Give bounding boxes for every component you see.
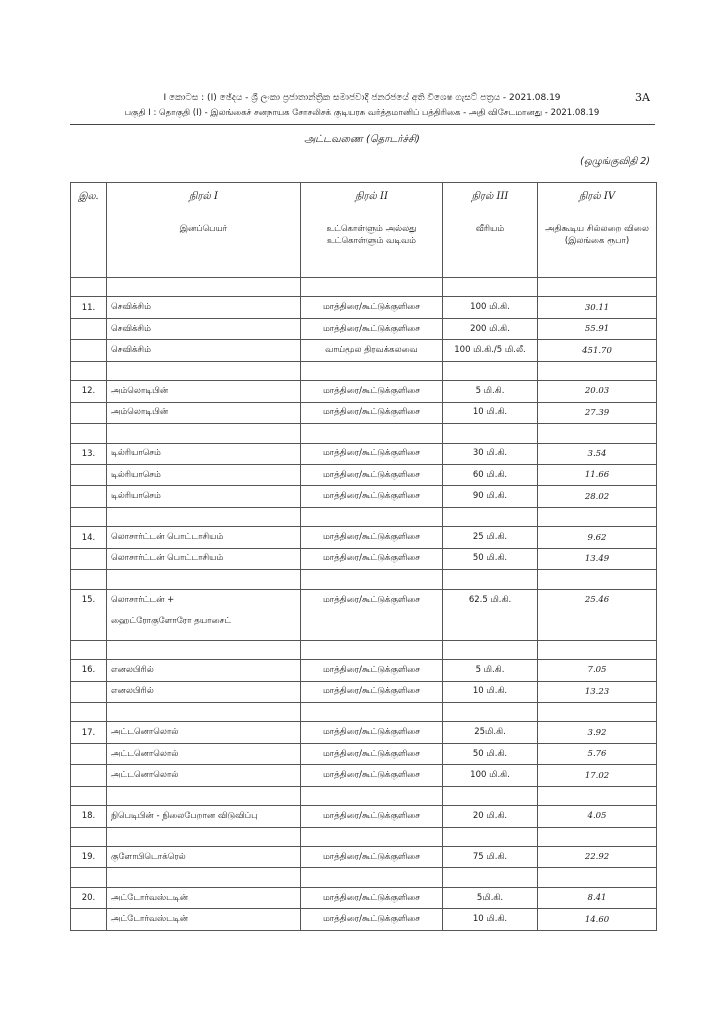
spacer-cell bbox=[443, 640, 538, 659]
max-retail-price-cell: 11.66 bbox=[538, 464, 657, 485]
spacer-cell bbox=[443, 570, 538, 589]
spacer-cell bbox=[443, 361, 538, 380]
dosage-form-cell: மாத்திரை/கூட்டுக்குளிசை bbox=[301, 486, 443, 507]
spacer-cell bbox=[107, 702, 301, 721]
column-3-name: நிரல் III bbox=[471, 191, 509, 202]
strength-cell: 50 மி.கி. bbox=[443, 743, 538, 764]
row-number bbox=[71, 743, 107, 764]
spacer-cell bbox=[538, 361, 657, 380]
spacer-cell bbox=[301, 827, 443, 846]
dosage-form-cell: வாய்மூல திரவக்கலவை bbox=[301, 340, 443, 361]
row-number: 14. bbox=[71, 527, 107, 548]
table-row bbox=[71, 722, 657, 743]
table-row bbox=[71, 402, 657, 423]
table-spacer-row bbox=[71, 424, 657, 443]
spacer-cell bbox=[301, 424, 443, 443]
strength-cell: 5மி.கி. bbox=[443, 887, 538, 908]
max-retail-price-cell: 55.91 bbox=[538, 318, 657, 339]
strength-cell: 100 மி.கி. bbox=[443, 297, 538, 318]
spacer-cell bbox=[301, 786, 443, 805]
spacer-cell bbox=[301, 570, 443, 589]
table-spacer-row bbox=[71, 361, 657, 380]
strength-cell: 20 மி.கி. bbox=[443, 806, 538, 827]
strength-cell: 10 மி.கி. bbox=[443, 402, 538, 423]
table-row bbox=[71, 464, 657, 485]
table-row bbox=[71, 443, 657, 464]
spacer-cell bbox=[107, 570, 301, 589]
generic-name-cell: லொசார்ட்டன் பொட்டாசியம் bbox=[107, 548, 301, 569]
strength-cell: 25 மி.கி. bbox=[443, 527, 538, 548]
spacer-cell bbox=[301, 702, 443, 721]
row-number: 15. bbox=[71, 589, 107, 640]
spacer-cell bbox=[71, 786, 107, 805]
spacer-cell bbox=[301, 640, 443, 659]
spacer-cell bbox=[443, 868, 538, 887]
table-row bbox=[71, 681, 657, 702]
spacer-cell bbox=[71, 640, 107, 659]
max-retail-price-cell: 13.23 bbox=[538, 681, 657, 702]
spacer-cell bbox=[71, 278, 107, 297]
strength-cell: 75 மி.கி. bbox=[443, 847, 538, 868]
header-column-3 bbox=[443, 183, 538, 278]
generic-name-line-1: லொசார்ட்டன் + bbox=[111, 594, 175, 605]
table-spacer-row bbox=[71, 702, 657, 721]
generic-name-cell: அம்லொடிபின் bbox=[107, 381, 301, 402]
spacer-cell bbox=[538, 640, 657, 659]
row-number bbox=[71, 909, 107, 931]
spacer-cell bbox=[538, 570, 657, 589]
max-retail-price-cell: 13.49 bbox=[538, 548, 657, 569]
spacer-cell bbox=[538, 702, 657, 721]
spacer-cell bbox=[301, 361, 443, 380]
strength-cell: 50 மி.கி. bbox=[443, 548, 538, 569]
spacer-cell bbox=[107, 424, 301, 443]
table-spacer-row bbox=[71, 827, 657, 846]
generic-name-cell: அட்டனொலொல் bbox=[107, 743, 301, 764]
spacer-cell bbox=[443, 507, 538, 526]
regulation-note: (ஒழுங்குவிதி 2) bbox=[580, 156, 650, 167]
generic-name-cell: அட்டனொலொல் bbox=[107, 722, 301, 743]
row-number bbox=[71, 318, 107, 339]
table-row bbox=[71, 909, 657, 931]
spacer-cell bbox=[71, 570, 107, 589]
max-retail-price-cell: 14.60 bbox=[538, 909, 657, 931]
table-spacer-row bbox=[71, 640, 657, 659]
generic-name-cell bbox=[107, 589, 301, 640]
dosage-form-cell: மாத்திரை/கூட்டுக்குளிசை bbox=[301, 847, 443, 868]
spacer-cell bbox=[538, 424, 657, 443]
strength-cell: 5 மி.கி. bbox=[443, 381, 538, 402]
max-retail-price-cell: 4.05 bbox=[538, 806, 657, 827]
max-retail-price-cell: 451.70 bbox=[538, 340, 657, 361]
header-no: இல. bbox=[71, 183, 107, 278]
generic-name-cell: அம்லொடிபின் bbox=[107, 402, 301, 423]
row-number: 16. bbox=[71, 660, 107, 681]
column-4-sub: அதிகூடிய சில்லறை விலை (இலங்கை ரூபா) bbox=[545, 224, 649, 246]
generic-name-cell: அட்டோர்வஸ்டடின் bbox=[107, 887, 301, 908]
spacer-cell bbox=[71, 424, 107, 443]
row-number bbox=[71, 340, 107, 361]
generic-name-cell: நிபெடிபின் - நிலைபேறான விடுவிப்பு bbox=[107, 806, 301, 827]
table-row bbox=[71, 527, 657, 548]
spacer-cell bbox=[443, 424, 538, 443]
max-retail-price-cell: 5.76 bbox=[538, 743, 657, 764]
generic-name-cell: குளோபிடொக்ரெல் bbox=[107, 847, 301, 868]
max-retail-price-cell: 27.39 bbox=[538, 402, 657, 423]
spacer-cell bbox=[301, 278, 443, 297]
table-spacer-row bbox=[71, 507, 657, 526]
dosage-form-cell: மாத்திரை/கூட்டுக்குளிசை bbox=[301, 443, 443, 464]
table-row bbox=[71, 743, 657, 764]
generic-name-cell: டில்ரியாசெம் bbox=[107, 443, 301, 464]
table-row bbox=[71, 589, 657, 640]
row-number: 17. bbox=[71, 722, 107, 743]
spacer-cell bbox=[538, 507, 657, 526]
table-header-row bbox=[71, 183, 657, 278]
table-row bbox=[71, 381, 657, 402]
max-retail-price-cell: 28.02 bbox=[538, 486, 657, 507]
spacer-cell bbox=[71, 702, 107, 721]
generic-name-cell: லொசார்ட்டன் பொட்டாசியம் bbox=[107, 527, 301, 548]
max-retail-price-cell: 7.05 bbox=[538, 660, 657, 681]
dosage-form-cell: மாத்திரை/கூட்டுக்குளிசை bbox=[301, 722, 443, 743]
max-retail-price-cell: 9.62 bbox=[538, 527, 657, 548]
generic-name-cell: செவிக்சிம் bbox=[107, 318, 301, 339]
max-retail-price-cell: 30.11 bbox=[538, 297, 657, 318]
table-row bbox=[71, 548, 657, 569]
spacer-cell bbox=[538, 278, 657, 297]
table-row bbox=[71, 847, 657, 868]
dosage-form-cell: மாத்திரை/கூட்டுக்குளிசை bbox=[301, 660, 443, 681]
max-retail-price-cell: 8.41 bbox=[538, 887, 657, 908]
row-number bbox=[71, 464, 107, 485]
strength-cell: 10 மி.கி. bbox=[443, 681, 538, 702]
max-retail-price-cell: 20.03 bbox=[538, 381, 657, 402]
column-2-sub: உட்கொள்ளும் அல்லது உட்கொள்ளும் வடிவம் bbox=[326, 224, 417, 246]
table-row bbox=[71, 486, 657, 507]
row-number: 19. bbox=[71, 847, 107, 868]
row-number: 20. bbox=[71, 887, 107, 908]
dosage-form-cell: மாத்திரை/கூட்டுக்குளிசை bbox=[301, 527, 443, 548]
table-spacer-row bbox=[71, 786, 657, 805]
dosage-form-cell: மாத்திரை/கூட்டுக்குளிசை bbox=[301, 765, 443, 786]
column-2-name: நிரல் II bbox=[355, 191, 388, 202]
spacer-cell bbox=[107, 786, 301, 805]
table-row bbox=[71, 660, 657, 681]
max-retail-price-cell: 3.92 bbox=[538, 722, 657, 743]
spacer-cell bbox=[107, 361, 301, 380]
generic-name-line-2: ஹைட்ரோகுளோரோ தயாசைட் bbox=[111, 615, 232, 626]
dosage-form-cell: மாத்திரை/கூட்டுக்குளிசை bbox=[301, 402, 443, 423]
generic-name-cell: செவிக்சிம் bbox=[107, 297, 301, 318]
spacer-cell bbox=[301, 868, 443, 887]
dosage-form-cell: மாத்திரை/கூட்டுக்குளிசை bbox=[301, 806, 443, 827]
price-schedule-table bbox=[70, 182, 657, 931]
spacer-cell bbox=[538, 827, 657, 846]
row-number bbox=[71, 548, 107, 569]
generic-name-cell: எனலபிரில் bbox=[107, 681, 301, 702]
table-spacer-row bbox=[71, 868, 657, 887]
row-number bbox=[71, 486, 107, 507]
dosage-form-cell: மாத்திரை/கூட்டுக்குளிசை bbox=[301, 297, 443, 318]
dosage-form-cell: மாத்திரை/கூட்டுக்குளிசை bbox=[301, 681, 443, 702]
spacer-cell bbox=[71, 507, 107, 526]
generic-name-cell: அட்டனொலொல் bbox=[107, 765, 301, 786]
spacer-cell bbox=[538, 868, 657, 887]
table-spacer-row bbox=[71, 570, 657, 589]
max-retail-price-cell: 3.54 bbox=[538, 443, 657, 464]
table-title: அட்டவணை (தொடர்ச்சி) bbox=[304, 134, 420, 145]
column-1-sub: இனப்பெயர் bbox=[179, 224, 228, 234]
dosage-form-cell: மாத்திரை/கூட்டுக்குளிசை bbox=[301, 743, 443, 764]
dosage-form-cell: மாத்திரை/கூட்டுக்குளிசை bbox=[301, 887, 443, 908]
spacer-cell bbox=[443, 786, 538, 805]
dosage-form-cell: மாத்திரை/கூட்டுக்குளிசை bbox=[301, 589, 443, 640]
strength-cell: 90 மி.கி. bbox=[443, 486, 538, 507]
column-1-name: நிரல் I bbox=[189, 191, 218, 202]
spacer-cell bbox=[107, 278, 301, 297]
spacer-cell bbox=[301, 507, 443, 526]
generic-name-cell: டில்ரியாசெம் bbox=[107, 486, 301, 507]
strength-cell: 60 மி.கி. bbox=[443, 464, 538, 485]
header-divider bbox=[70, 124, 655, 125]
header-column-1 bbox=[107, 183, 301, 278]
strength-cell: 200 மி.கி. bbox=[443, 318, 538, 339]
dosage-form-cell: மாத்திரை/கூட்டுக்குளிசை bbox=[301, 318, 443, 339]
table-spacer-row bbox=[71, 278, 657, 297]
generic-name-cell: அட்டோர்வஸ்டடின் bbox=[107, 909, 301, 931]
table-row bbox=[71, 887, 657, 908]
table-row bbox=[71, 806, 657, 827]
row-number: 13. bbox=[71, 443, 107, 464]
table-row bbox=[71, 340, 657, 361]
column-4-name: நிரல் IV bbox=[578, 191, 616, 202]
spacer-cell bbox=[107, 827, 301, 846]
generic-name-cell: டில்ரியாசெம் bbox=[107, 464, 301, 485]
table-row bbox=[71, 318, 657, 339]
max-retail-price-cell: 17.02 bbox=[538, 765, 657, 786]
dosage-form-cell: மாத்திரை/கூட்டுக்குளிசை bbox=[301, 548, 443, 569]
page-number: 3A bbox=[635, 91, 650, 104]
spacer-cell bbox=[71, 868, 107, 887]
dosage-form-cell: மாத்திரை/கூட்டுக்குளிசை bbox=[301, 381, 443, 402]
header-line-tamil: பகுதி I : தொகுதி (I) - இலங்கைச் சனநாயக சோசலிசக் குடியரசு வர்த்தமானிப் பத்திரிகை - அதி விசேடமானது - 2021.08.19 bbox=[124, 108, 600, 118]
strength-cell: 100 மி.கி. bbox=[443, 765, 538, 786]
spacer-cell bbox=[71, 827, 107, 846]
row-number: 18. bbox=[71, 806, 107, 827]
header-column-2 bbox=[301, 183, 443, 278]
strength-cell: 25மி.கி. bbox=[443, 722, 538, 743]
generic-name-cell: எனலபிரில் bbox=[107, 660, 301, 681]
strength-cell: 100 மி.கி./5 மி.லீ. bbox=[443, 340, 538, 361]
max-retail-price-cell: 25.46 bbox=[538, 589, 657, 640]
header-column-4 bbox=[538, 183, 657, 278]
row-number bbox=[71, 765, 107, 786]
spacer-cell bbox=[443, 278, 538, 297]
spacer-cell bbox=[443, 702, 538, 721]
max-retail-price-cell: 22.92 bbox=[538, 847, 657, 868]
dosage-form-cell: மாத்திரை/கூட்டுக்குளிசை bbox=[301, 464, 443, 485]
spacer-cell bbox=[538, 786, 657, 805]
strength-cell: 5 மி.கி. bbox=[443, 660, 538, 681]
table-row bbox=[71, 765, 657, 786]
spacer-cell bbox=[107, 640, 301, 659]
spacer-cell bbox=[443, 827, 538, 846]
header-sinhala-text: I කොටස : (I) ඡේදය - ශ්‍රී ලංකා ප්‍රජාතාන්ත්‍රික සමාජවාදී ජනරජයේ අති විශෙෂ ගැසට් පත්‍රය - 2021.08.19 bbox=[163, 93, 561, 103]
column-3-sub: வீரியம் bbox=[475, 224, 505, 234]
row-number: 12. bbox=[71, 381, 107, 402]
generic-name-cell: செவிக்சிம் bbox=[107, 340, 301, 361]
row-number: 11. bbox=[71, 297, 107, 318]
spacer-cell bbox=[107, 507, 301, 526]
row-number bbox=[71, 681, 107, 702]
strength-cell: 30 மி.கி. bbox=[443, 443, 538, 464]
table-row bbox=[71, 297, 657, 318]
strength-cell: 62.5 மி.கி. bbox=[443, 589, 538, 640]
spacer-cell bbox=[71, 361, 107, 380]
header-line-sinhala bbox=[0, 93, 724, 103]
dosage-form-cell: மாத்திரை/கூட்டுக்குளிசை bbox=[301, 909, 443, 931]
strength-cell: 10 மி.கி. bbox=[443, 909, 538, 931]
spacer-cell bbox=[107, 868, 301, 887]
row-number bbox=[71, 402, 107, 423]
